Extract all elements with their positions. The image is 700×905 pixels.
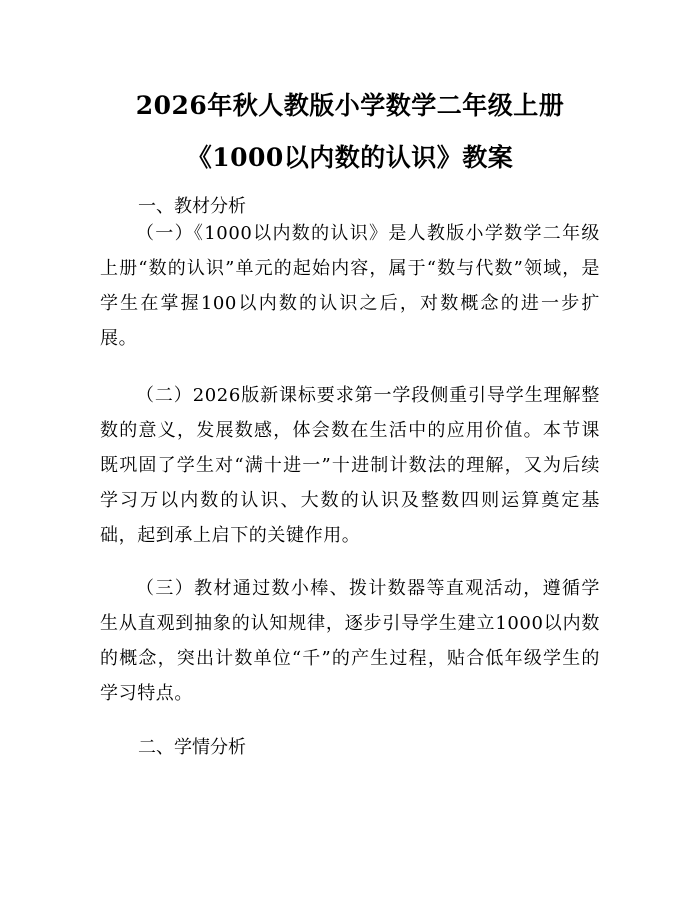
paragraph-1: （一）《1000以内数的认识》是人教版小学数学二年级上册“数的认识”单元的起始内容，属于“数与代数”领域，是学生在掌握100以内数的认识之后，对数概念的进一步扩展。 [100, 223, 600, 349]
section-heading-student-analysis: 二、学情分析 [138, 737, 246, 758]
paragraph-2: （二）2026版新课标要求第一学段侧重引导学生理解整数的意义，发展数感，体会数在生活中的应用价值。本节课既巩固了学生对“满十进一”十进制计数法的理解，又为后续学习万以内数的认识、大数的认识及整数四则运算奠定基础，起到承上启下的关键作用。 [100, 385, 600, 546]
paragraph-3: （三）教材通过数小棒、拨计数器等直观活动，遵循学生从直观到抽象的认知规律，逐步引导学生建立1000以内数的概念，突出计数单位“千”的产生过程，贴合低年级学生的学习特点。 [100, 578, 600, 704]
section-heading-textbook-analysis: 一、教材分析 [138, 196, 246, 217]
document-title: 2026年秋人教版小学数学二年级上册《1000以内数的认识》教案 [135, 91, 565, 172]
